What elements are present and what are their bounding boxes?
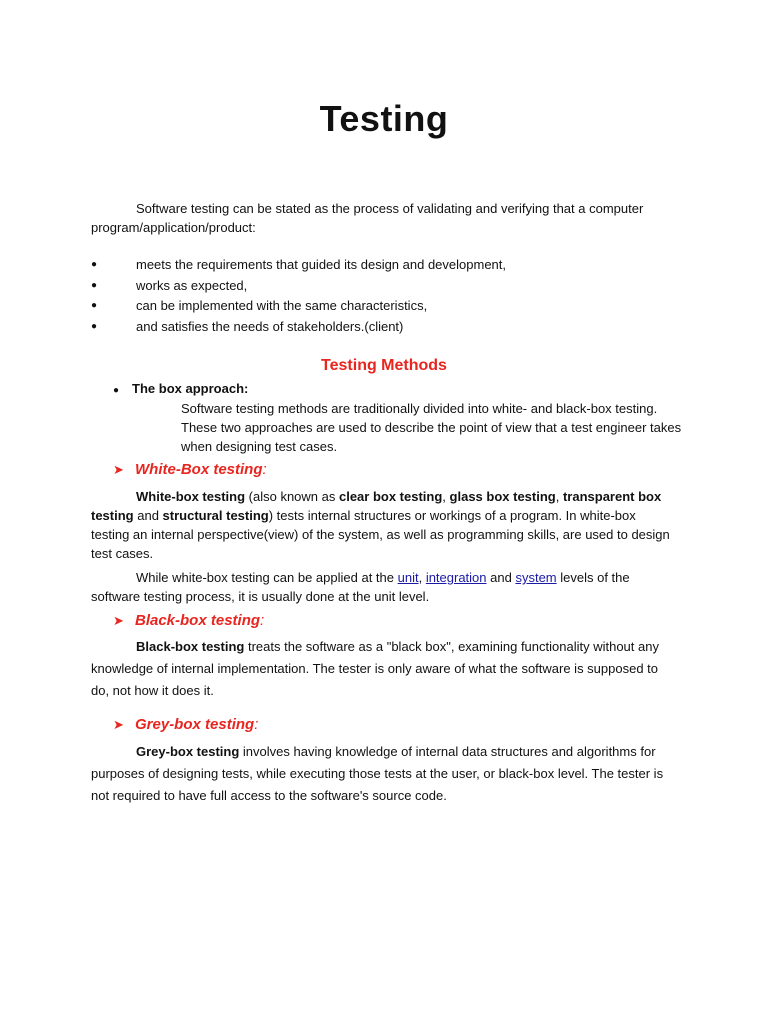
box-approach-item bbox=[113, 381, 248, 396]
bullet-dot-icon: ● bbox=[91, 259, 98, 270]
bullet-dot-icon: ● bbox=[91, 300, 98, 311]
bullet-dot-icon: ● bbox=[113, 385, 120, 396]
system-link[interactable]: system bbox=[515, 570, 557, 585]
black-box-heading: ➤ Black-box testing: bbox=[113, 612, 265, 629]
arrow-bullet-icon: ➤ bbox=[113, 613, 124, 628]
arrow-bullet-icon: ➤ bbox=[113, 462, 124, 477]
intro-text: Software testing can be stated as the process of validating and verifying that a computer program/application/product: bbox=[91, 201, 644, 235]
grey-box-heading: ➤ Grey-box testing: bbox=[113, 716, 259, 733]
white-box-paragraph-1: White-box testing (also known as clear box testing, glass box testing, transparent box testing and structural testing) tests internal structures or workings of a program. In white-box testing an internal perspective(view) of the system, as well as programming skills, are used to design test cases. bbox=[91, 489, 670, 561]
grey-box-paragraph: Grey-box testing involves having knowledge of internal data structures and algorithms for purposes of designing tests, while executing those tests at the user, or black-box level. The tester is not required to have full access to the software's source code. bbox=[91, 744, 664, 803]
black-box-paragraph: Black-box testing treats the software as a "black box", examining functionality without any knowledge of internal implementation. The tester is only aware of what the software is supposed to do, not how it does it. bbox=[91, 639, 659, 698]
section-heading-testing-methods: Testing Methods bbox=[321, 357, 447, 374]
integration-link[interactable]: integration bbox=[425, 570, 487, 585]
list-item: ● can be implemented with the same characteristics, bbox=[91, 296, 651, 317]
list-item: ● meets the requirements that guided its design and development, bbox=[91, 255, 651, 276]
unit-link[interactable]: unit bbox=[397, 570, 419, 585]
list-item: ● and satisfies the needs of stakeholders.(client) bbox=[91, 317, 651, 338]
bullet-dot-icon: ● bbox=[91, 320, 98, 332]
page-title: Testing bbox=[319, 98, 449, 139]
bullet-dot-icon: ● bbox=[91, 279, 98, 291]
requirements-list bbox=[91, 255, 651, 337]
box-approach-description: Software testing methods are traditionally divided into white- and black-box testing. These two approaches are used to describe the point of view that a test engineer takes when designing test cases. bbox=[181, 401, 682, 454]
white-box-paragraph-2: While white-box testing can be applied at the unit, integration and system levels of the software testing process, it is usually done at the unit level. bbox=[91, 570, 630, 604]
white-box-heading: ➤ White-Box testing: bbox=[113, 461, 267, 478]
intro-paragraph bbox=[91, 199, 691, 237]
arrow-bullet-icon: ➤ bbox=[113, 717, 124, 732]
box-approach-label: The box approach: bbox=[132, 381, 249, 396]
list-item: ● works as expected, bbox=[91, 276, 651, 297]
